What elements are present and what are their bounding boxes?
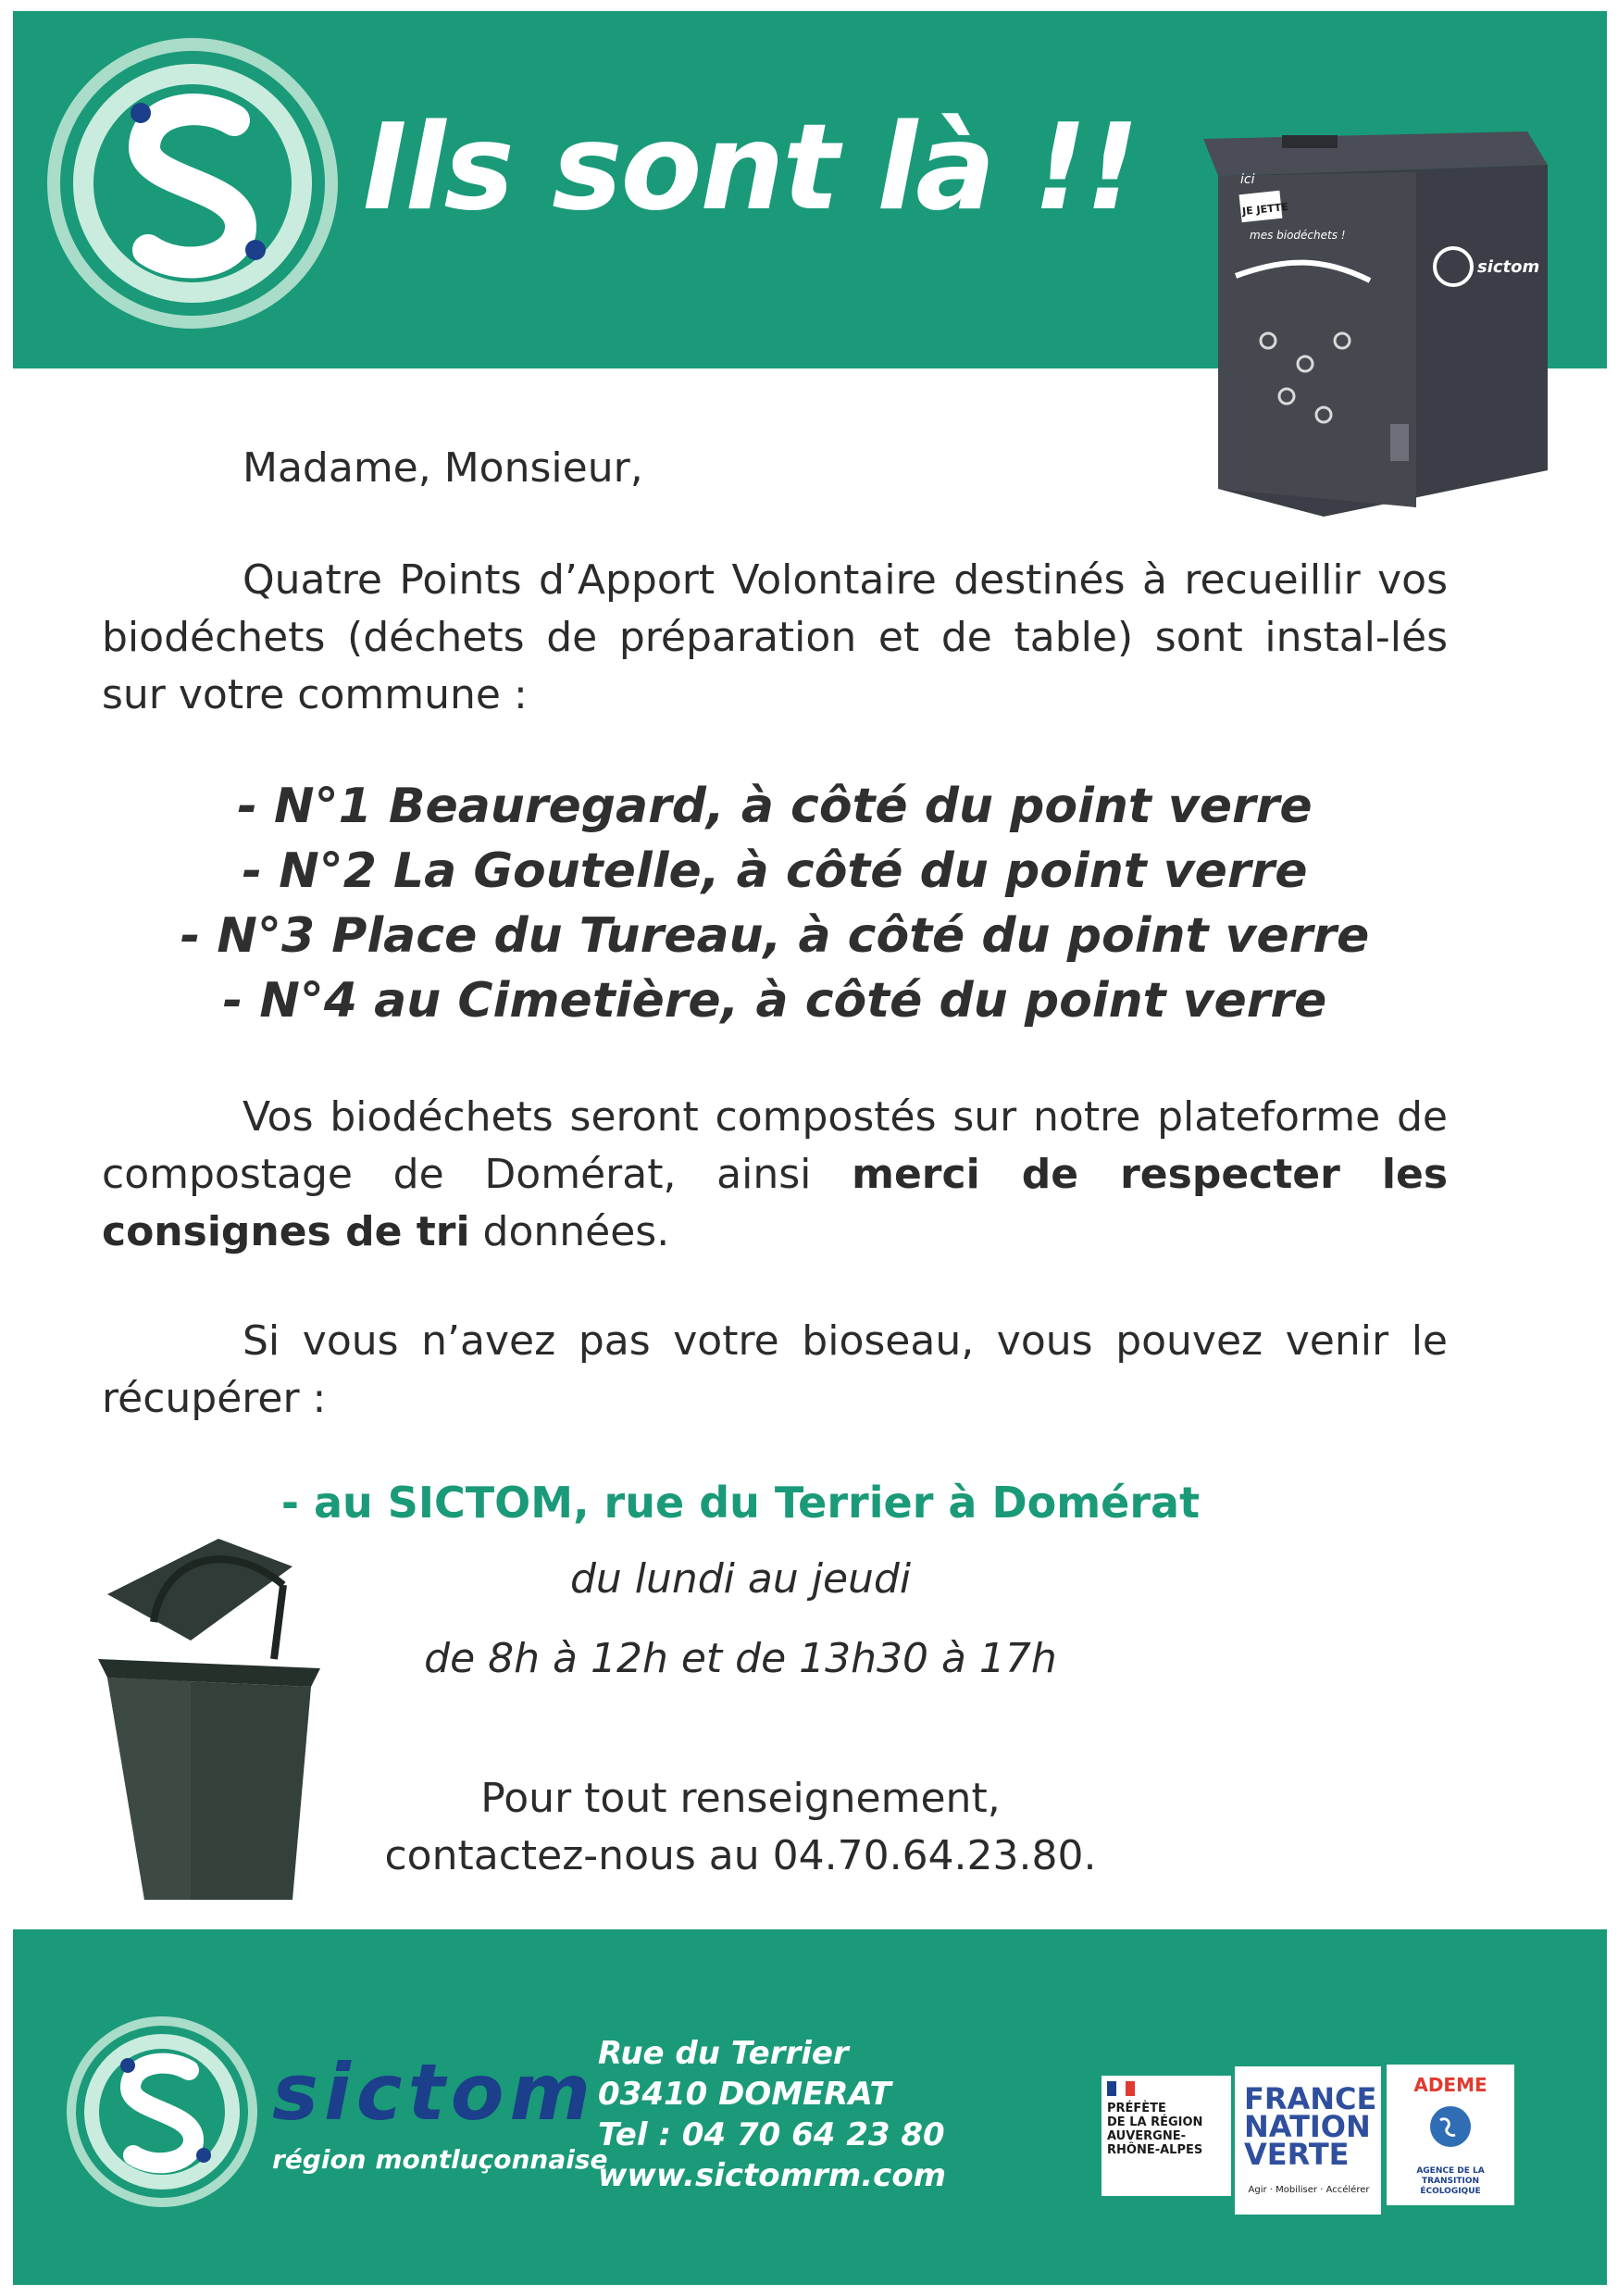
intro-paragraph — [102, 552, 1448, 724]
prefete-text — [1107, 2102, 1202, 2157]
bioseau-text: Si vous n’avez pas votre bioseau, vous pouvez venir le récupérer : — [102, 1317, 1448, 1422]
contact-block — [278, 1770, 1203, 1885]
ademe-title: ADEME — [1413, 2074, 1487, 2096]
contact-line-1: Pour tout renseignement, — [480, 1775, 1001, 1822]
intro-text: Quatre Points d’Apport Volontaire destinés à recueillir vos biodéchets (déchets de préparation et de table) sont instal-lés sur votre commune : — [102, 556, 1448, 718]
bin-label-je-jette: JE JETTE — [1241, 200, 1289, 218]
compost-end: données. — [469, 1208, 670, 1255]
french-flag-icon — [1107, 2081, 1135, 2096]
collection-point-2: - N°2 La Goutelle, à côté du point verre — [242, 843, 1308, 899]
address-street: Rue du Terrier — [598, 2035, 849, 2072]
opening-days: du lundi au jeudi — [569, 1555, 912, 1603]
fnv-line-3: VERTE — [1244, 2137, 1350, 2172]
pickup-location: - au SICTOM, rue du Terrier à Domérat — [280, 1478, 1201, 1528]
opening-hours: de 8h à 12h et de 13h30 à 17h — [424, 1635, 1057, 1682]
ademe-subtitle: AGENCE DE LA TRANSITION ÉCOLOGIQUE — [1416, 2166, 1485, 2196]
compost-instruction: merci de respecter les consignes de tri — [102, 1151, 1449, 1255]
bin-label-biodechets: mes biodéchets ! — [1250, 229, 1346, 242]
compost-paragraph — [102, 1089, 1448, 1261]
page-title: Ils sont là !! — [363, 99, 1138, 237]
compost-text: Vos biodéchets seront compostés sur notre plateforme de compostage de Domérat, ainsi — [102, 1093, 1448, 1198]
collection-point-1: - N°1 Beauregard, à côté du point verre — [237, 779, 1313, 834]
biowaste-container-image — [1185, 119, 1555, 526]
bioseau-paragraph — [102, 1313, 1448, 1428]
contact-phone: contactez-nous au 04.70.64.23.80. — [384, 1832, 1097, 1879]
address-city: 03410 DOMERAT — [598, 2076, 891, 2113]
prefete-line-2: DE LA RÉGION — [1107, 2115, 1203, 2129]
prefete-line-4: RHÔNE-ALPES — [1107, 2143, 1203, 2157]
bin-logo-text: sictom — [1477, 257, 1540, 277]
prefete-line-1: PRÉFÈTE — [1107, 2102, 1166, 2115]
globe-icon — [1427, 2103, 1474, 2150]
prefete-line-3: AUVERGNE- — [1107, 2129, 1186, 2143]
prefete-logo — [1101, 2076, 1231, 2196]
fnv-title — [1244, 2081, 1377, 2172]
collection-points-list — [102, 774, 1448, 1033]
fnv-tagline: Agir · Mobiliser · Accélérer — [1248, 2185, 1370, 2195]
ademe-logo — [1387, 2065, 1514, 2205]
footer-brand: sictom — [272, 2047, 596, 2138]
fnv-line-1: FRANCE — [1244, 2081, 1377, 2116]
address-phone: Tel : 04 70 64 23 80 — [598, 2116, 945, 2153]
footer-region: région montluçonnaise — [272, 2144, 608, 2175]
fnv-line-2: NATION — [1244, 2109, 1371, 2144]
bioseau-bucket-image — [89, 1529, 339, 1909]
collection-point-4: - N°4 au Cimetière, à côté du point verre — [222, 973, 1327, 1029]
footer-sictom-logo-icon — [65, 2015, 259, 2209]
address-website[interactable]: www.sictomrm.com — [598, 2157, 947, 2194]
greeting: Madame, Monsieur, — [243, 444, 643, 492]
collection-point-3: - N°3 Place du Tureau, à côté du point verre — [180, 908, 1370, 964]
sictom-logo-icon — [44, 35, 341, 331]
france-nation-verte-logo — [1235, 2066, 1381, 2215]
footer-address — [598, 2033, 946, 2196]
bin-label-ici: ici — [1240, 172, 1255, 187]
